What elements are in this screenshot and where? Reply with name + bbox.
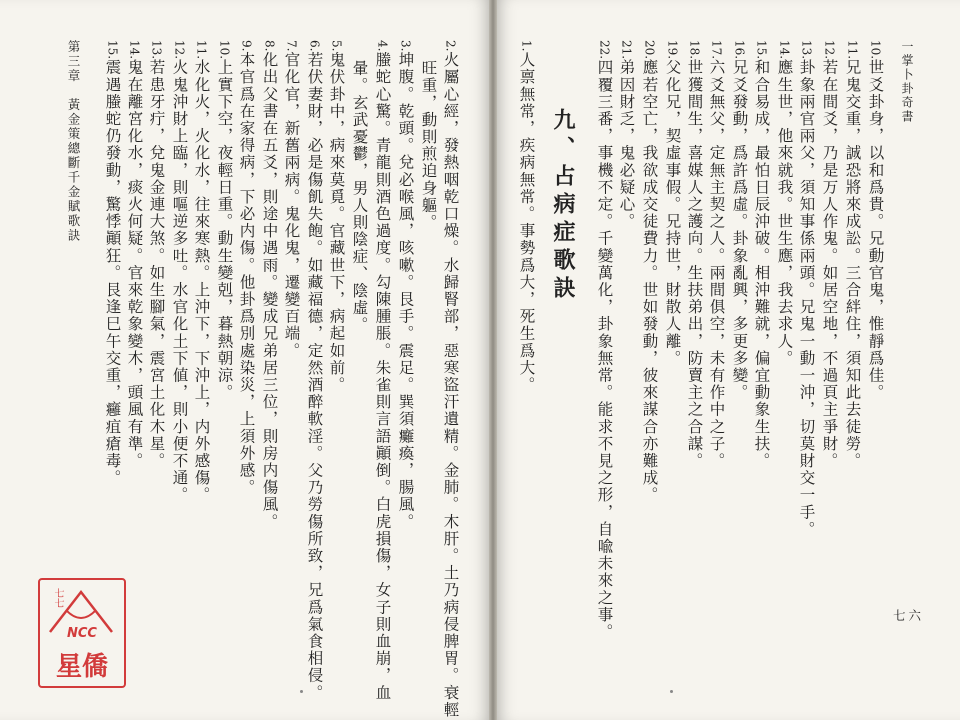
item-number: 7. <box>284 40 299 52</box>
text-line <box>686 40 702 470</box>
page-number-right: 七六 <box>893 608 925 623</box>
line-text: 本官爲在家得病，下必内傷。他卦爲別處染災，上須外感。 <box>237 51 256 497</box>
line-text: 若伏妻財，必是傷飢失飽。如藏福德，定然酒醉軟淫。父乃勞傷所致，兄爲氣食相侵。 <box>305 51 324 702</box>
text-line <box>776 40 792 367</box>
text-line <box>328 40 344 393</box>
text-line <box>126 40 142 470</box>
line-text: 坤腹。乾頭。兌必喉風，咳嗽。艮手。震足。巽須癱瘓，腸風。 <box>396 51 415 531</box>
item-number: 12. <box>822 40 837 60</box>
book-gutter <box>489 0 497 720</box>
text-line <box>596 40 612 641</box>
line-text: 鬼在離宮化水，痰火何疑。官來乾象變木，頭風有準。 <box>125 59 144 470</box>
item-number: 6. <box>307 40 322 52</box>
text-line <box>171 40 187 504</box>
text-line <box>867 40 883 401</box>
line-text: 應生世，他來就我。世生應，我去求人。 <box>775 59 794 367</box>
line-text: 震遇螣蛇仍發動，驚悸顚狂。艮逢巳午交重，癰疽瘡毒。 <box>103 59 122 487</box>
text-line <box>261 40 277 530</box>
stamp-page-text: 七七 <box>52 588 63 608</box>
text-line <box>731 40 747 401</box>
item-number: 17. <box>709 40 724 60</box>
text-line <box>798 40 814 538</box>
item-number: 14. <box>127 40 142 60</box>
item-number: 11. <box>845 40 860 60</box>
text-line <box>618 40 634 230</box>
text-line <box>306 40 322 701</box>
line-text: 火屬心經，發熱咽乾口燥。水歸腎部，惡寒盜汗遺精。金肺。木肝。土乃病侵脾胃。衰輕 <box>441 51 460 719</box>
item-number: 14. <box>777 40 792 60</box>
line-text: 水化火，火化水，往來寒熱。上沖下，下沖上，内外感傷。 <box>192 59 211 504</box>
text-line <box>420 60 436 231</box>
text-line <box>216 40 232 401</box>
line-text: 旺重，動則煎迫身軀。 <box>419 60 438 231</box>
line-text: 六爻無父，定無主契之人。兩間俱空，未有作中之子。 <box>707 59 726 470</box>
line-text: 弟因財乏，鬼必疑心。 <box>617 59 636 231</box>
page-mark <box>300 690 303 693</box>
text-line <box>518 40 534 393</box>
item-number: 19. <box>665 40 680 60</box>
text-line <box>708 40 724 470</box>
item-number: 3. <box>398 40 413 52</box>
text-line <box>283 40 299 359</box>
item-number: 13. <box>149 40 164 60</box>
text-line <box>753 40 769 470</box>
item-number: 13. <box>799 40 814 60</box>
page-mark <box>670 690 673 693</box>
line-text: 鬼伏卦中，病來莫覓。官藏世下，病起如前。 <box>327 51 346 394</box>
item-number: 10. <box>217 40 232 60</box>
line-text: 卦象兩官兩父，須知事係兩頭。兄鬼一動一沖，切莫財交一手。 <box>797 59 816 538</box>
item-number: 11. <box>194 40 209 60</box>
text-line <box>641 40 657 504</box>
item-number: 1. <box>519 40 534 52</box>
line-text: 若患牙疔，兌鬼金連大煞。如生腳氣，震宮土化木星。 <box>147 59 166 470</box>
chapter-footer: 第三章 黃金策總斷千金賦歌訣 <box>66 40 81 243</box>
item-number: 8. <box>262 40 277 52</box>
text-line <box>148 40 164 470</box>
line-text: 上實下空，夜輕日重。動生變剋，暮熱朝涼。 <box>215 59 234 402</box>
item-number: 20. <box>642 40 657 60</box>
line-text: 和合易成，最怕日辰沖破。相沖難就，偏宜動象生扶。 <box>752 59 771 470</box>
item-number: 4. <box>375 40 390 52</box>
line-text: 世爻卦身，以和爲貴。兄動官鬼，惟靜爲佳。 <box>866 59 885 402</box>
line-text: 官化官，新舊兩病。鬼化鬼，遷變百端。 <box>282 51 301 360</box>
text-line <box>664 40 680 367</box>
item-number: 16. <box>732 40 747 60</box>
running-header: 一掌卜卦奇書 <box>900 40 914 124</box>
text-line <box>374 40 390 701</box>
text-line <box>238 40 254 496</box>
text-line <box>104 40 120 487</box>
stamp-logo-text: NCC <box>67 626 97 641</box>
item-number: 22. <box>597 40 612 60</box>
text-line <box>193 40 209 504</box>
item-number: 5. <box>329 40 344 52</box>
item-number: 9. <box>239 40 254 52</box>
item-number: 12. <box>172 40 187 60</box>
line-text: 兄鬼交重，誠恐將來成訟。三合絆住，須知此去徒勞。 <box>843 59 862 470</box>
line-text: 化出父書在五爻，則途中遇雨。變成兄弟居三位，則房内傷風。 <box>260 51 279 531</box>
line-text: 若在間爻，乃是万人作鬼。如居空地，不過頁主爭財。 <box>820 59 839 470</box>
section-title: 九、占病症歌訣 <box>550 108 575 304</box>
line-text: 應若空亡，我欲成交徒費力。世如發動，彼來謀合亦難成。 <box>640 59 659 504</box>
item-number: 10. <box>868 40 883 60</box>
item-number: 2. <box>443 40 458 52</box>
line-text: 世獲間生，喜媒人之護向。生扶弟出，防賣主之合謀。 <box>685 59 704 470</box>
text-line <box>397 40 413 530</box>
line-text: 父化兄，契虛事假。兄持世，財散人離。 <box>663 59 682 367</box>
item-number: 21. <box>619 40 634 60</box>
text-line <box>442 40 458 718</box>
item-number: 15. <box>105 40 120 60</box>
line-text: 火鬼沖財上臨，則嘔逆多吐。水官化土下値，則小便不通。 <box>170 59 189 504</box>
line-text: 暈。玄武憂鬱，男人則陰症、陰虛。 <box>350 60 369 334</box>
line-text: 兄爻發動，爲許爲虛。卦象亂興，多更多變。 <box>730 59 749 402</box>
text-line <box>844 40 860 470</box>
stamp-name-text: 星僑 <box>55 652 108 682</box>
line-text: 人禀無常，疾病無常。事勢爲大，死生爲大。 <box>517 51 536 394</box>
item-number: 15. <box>754 40 769 60</box>
text-line <box>821 40 837 470</box>
line-text: 螣蛇心驚。青龍則酒色過度。勾陳腫脹。朱雀則言語顚倒。白虎損傷，女子則血崩，血 <box>373 51 392 702</box>
item-number: 18. <box>687 40 702 60</box>
text-line <box>351 60 367 334</box>
ncc-logo-stamp <box>38 578 126 688</box>
line-text: 四覆三番，事機不定。千變萬化，卦象無常。能求不見之形，自喩未來之事。 <box>595 59 614 641</box>
